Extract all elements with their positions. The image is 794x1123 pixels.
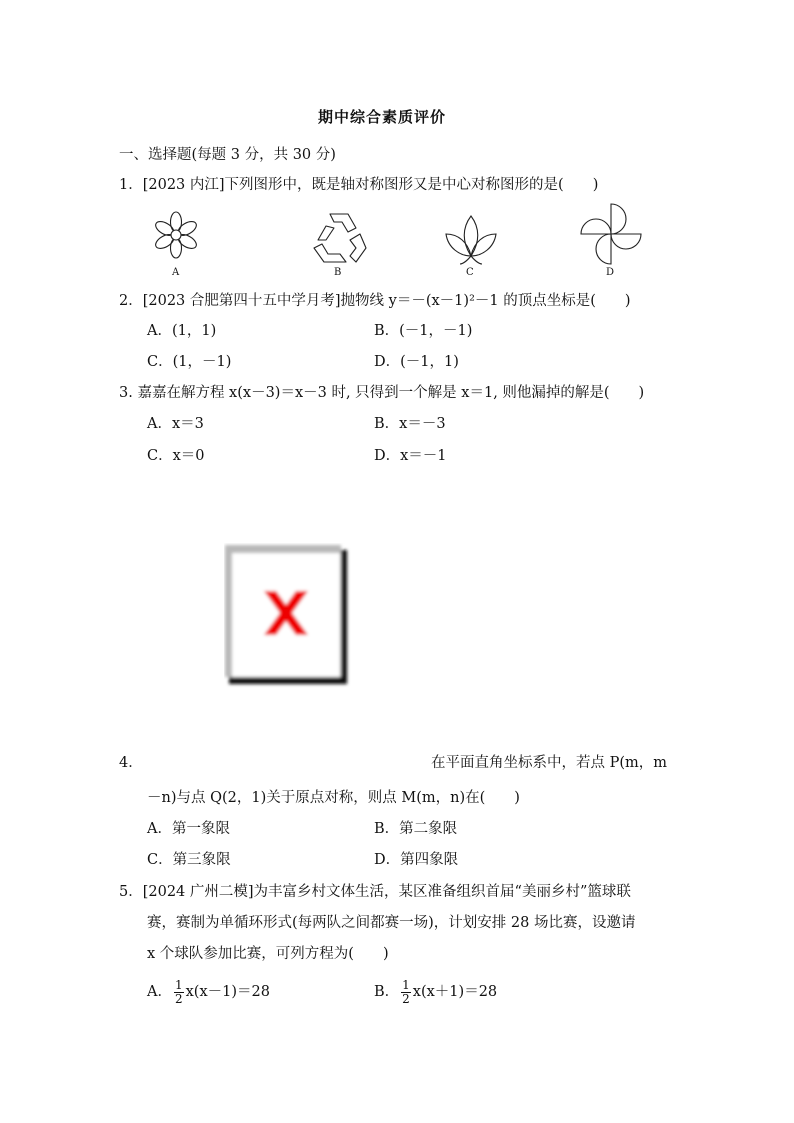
question-4-option-b: B．第二象限 — [374, 821, 458, 837]
question-2-stem: 2．[2023 合肥第四十五中学月考]抛物线 y＝－(x－1)²－1 的顶点坐标是( ) — [119, 293, 631, 309]
question-5-line-1: 5．[2024 广州二模]为丰富乡村文体生活，某区准备组织首届“美丽乡村”篮球联 — [119, 884, 631, 900]
option-b-equation: x(x＋1)＝28 — [412, 984, 498, 1000]
option-a-equation: x(x－1)＝28 — [185, 984, 270, 1000]
figure-d-pinwheel — [578, 201, 644, 267]
question-4-option-a: A．第一象限 — [147, 821, 230, 837]
figure-b-caption: B — [334, 267, 342, 278]
question-4-line-2: －n)与点 Q(2，1)关于原点对称，则点 M(m，n)在( ) — [147, 790, 520, 806]
option-a-label: A． — [147, 984, 172, 1000]
question-4-option-d: D．第四象限 — [374, 852, 459, 868]
question-3-option-b: B．x＝－3 — [374, 416, 446, 432]
question-4-number: 4． — [119, 755, 143, 771]
figure-c-lotus — [442, 212, 500, 266]
question-1-stem: 1．[2023 内江]下列图形中，既是轴对称图形又是中心对称图形的是( ) — [119, 177, 599, 193]
question-3-option-a: A．x＝3 — [147, 416, 204, 432]
question-3-option-d: D．x＝－1 — [374, 448, 447, 464]
option-b-label: B． — [374, 984, 400, 1000]
fraction-numerator: 1 — [174, 977, 183, 992]
broken-image-icon — [224, 543, 351, 689]
figure-c-caption: C — [466, 267, 474, 278]
question-2-option-a: A．(1，1) — [147, 323, 217, 339]
figure-d-caption: D — [606, 267, 615, 278]
figure-a-caption: A — [172, 267, 180, 278]
page-title: 期中综合素质评价 — [318, 108, 447, 126]
section-heading: 一、选择题(每题 3 分，共 30 分) — [119, 147, 336, 163]
question-5-line-3: x 个球队参加比赛，可列方程为( ) — [147, 946, 389, 962]
fraction-denominator: 2 — [402, 991, 410, 1006]
question-5-option-a — [147, 976, 270, 1008]
fraction-denominator: 2 — [174, 991, 183, 1006]
question-5-option-b — [374, 976, 497, 1008]
question-3-option-c: C．x＝0 — [147, 448, 205, 464]
question-5-line-2: 赛，赛制为单循环形式(每两队之间都赛一场)，计划安排 28 场比赛，设邀请 — [147, 915, 636, 931]
fraction-one-half — [401, 979, 411, 1006]
question-4-line-1: 在平面直角坐标系中，若点 P(m，m — [431, 755, 668, 771]
question-4-option-c: C．第三象限 — [147, 852, 231, 868]
figure-b-recycle — [310, 210, 368, 266]
question-2-option-c: C．(1，－1) — [147, 354, 232, 370]
fraction-one-half — [174, 979, 184, 1006]
question-2-option-d: D．(－1，1) — [374, 354, 459, 370]
figure-a-flower — [148, 205, 204, 265]
question-2-option-b: B．(－1，－1) — [374, 323, 473, 339]
fraction-numerator: 1 — [402, 977, 410, 992]
question-3-stem: 3. 嘉嘉在解方程 x(x－3)＝x－3 时, 只得到一个解是 x＝1, 则他漏掉的解是( ) — [119, 385, 645, 401]
